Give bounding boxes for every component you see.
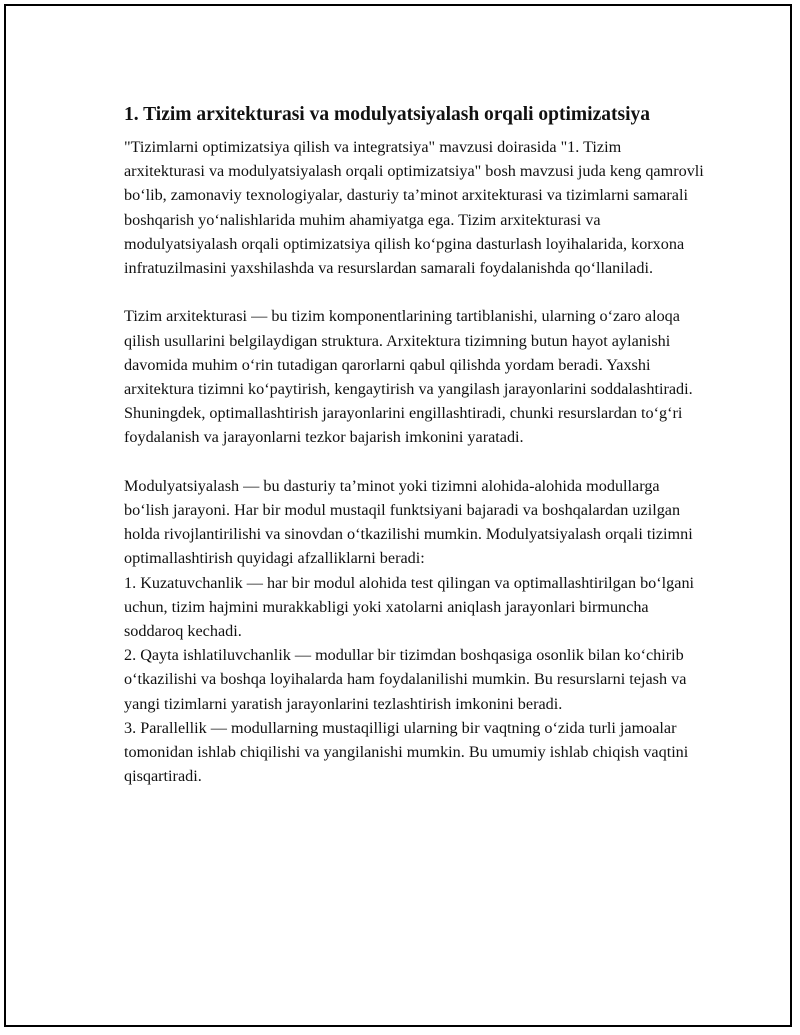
list-item: 1. Kuzatuvchanlik — har bir modul alohida test qilingan va optimallashtirilgan bo‘lgani uchun, tizim hajmini murakkabligi yoki xatolarni aniqlash jarayonlari birmuncha soddaroq kechadi. xyxy=(124,573,695,641)
list-item: 3. Parallellik — modullarning mustaqilligi ularning bir vaqtning o‘zida turli jamoalar tomonidan ishlab chiqilishi va yangilanishi mumkin. Bu umumiy ishlab chiqish vaqtini qisqartiradi. xyxy=(124,718,689,786)
document-body xyxy=(124,101,704,788)
paragraph-modularization: Modulyatsiyalash — bu dasturiy ta’minot yoki tizimni alohida-alohida modullarga bo‘lish jarayoni. Har bir modul mustaqil funktsiyani bajaradi va boshqalardan uzilgan holda rivojlantirilishi va sinovdan o‘tkazilishi mumkin. Modulyatsiyalash orqali tizimni optimallashtirish quyidagi afzalliklarni beradi: xyxy=(124,476,693,568)
page-frame xyxy=(4,4,792,1027)
paragraph-intro: "Tizimlarni optimizatsiya qilish va integratsiya" mavzusi doirasida "1. Tizim arxitekturasi va modulyatsiyalash orqali optimizatsiya" bosh mavzusi juda keng qamrovli bo‘lib, zamonaviy texnologiyalar, dasturiy ta’minot arxitekturasi va tizimlarni samarali boshqarish yo‘nalishlarida muhim ahamiyatga ega. Tizim arxitekturasi va modulyatsiyalash orqali optimizatsiya qilish ko‘pgina dasturlash loyihalarida, korxona infratuzilmasini yaxshilashda va resurslardan samarali foydalanishda qo‘llaniladi. xyxy=(124,138,704,278)
list-item: 2. Qayta ishlatiluvchanlik — modullar bir tizimdan boshqasiga osonlik bilan ko‘chirib o‘tkazilishi va boshqa loyihalarda ham foydalanilishi mumkin. Bu resurslarni tejash va yangi tizimlarni yaratish jarayonlarini tezlashtirish imkonini beradi. xyxy=(124,646,687,713)
paragraph-architecture: Tizim arxitekturasi — bu tizim komponentlarining tartiblanishi, ularning o‘zaro aloqa qilish usullarini belgilaydigan struktura. Arxitektura tizimning butun hayot aylanishi davomida muhim o‘rin tutadigan qarorlarni qabul qilishda yordam beradi. Yaxshi arxitektura tizimni ko‘paytirish, kengaytirish va yangilash jarayonlarini soddalashtiradi. Shuningdek, optimallashtirish jarayonlarini engillashtiradi, chunki resurslardan to‘g‘ri foydalanish va jarayonlarni tezkor bajarish imkonini yaratadi. xyxy=(124,307,693,447)
section-heading: 1. Tizim arxitekturasi va modulyatsiyalash orqali optimizatsiya xyxy=(124,104,650,125)
modules-section xyxy=(124,474,704,789)
